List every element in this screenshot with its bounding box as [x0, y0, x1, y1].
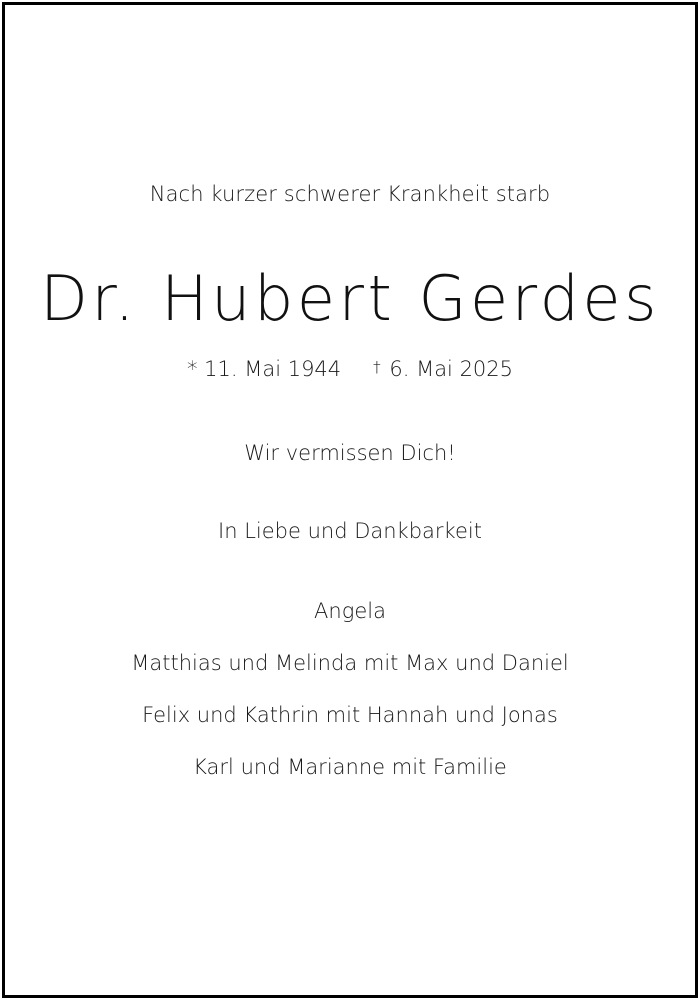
life-dates	[0, 357, 700, 381]
message-text: Wir vermissen Dich!	[244, 441, 456, 465]
signatory-karl: Karl und Marianne mit Familie	[193, 755, 507, 779]
intro-text: Nach kurzer schwerer Krankheit starb	[149, 182, 551, 206]
closing-text: In Liebe und Dankbarkeit	[218, 519, 482, 543]
deceased-name: Dr. Hubert Gerdes	[40, 262, 660, 335]
death-date: 6. Mai 2025	[389, 357, 514, 381]
birth-date: * 11. Mai 1944	[186, 357, 342, 381]
dagger-icon: †	[373, 358, 381, 376]
signatory-matthias: Matthias und Melinda mit Max und Daniel	[131, 651, 569, 675]
signatory-angela: Angela	[314, 599, 386, 623]
notice-border	[2, 2, 698, 998]
signatory-felix: Felix und Kathrin mit Hannah und Jonas	[142, 703, 558, 727]
